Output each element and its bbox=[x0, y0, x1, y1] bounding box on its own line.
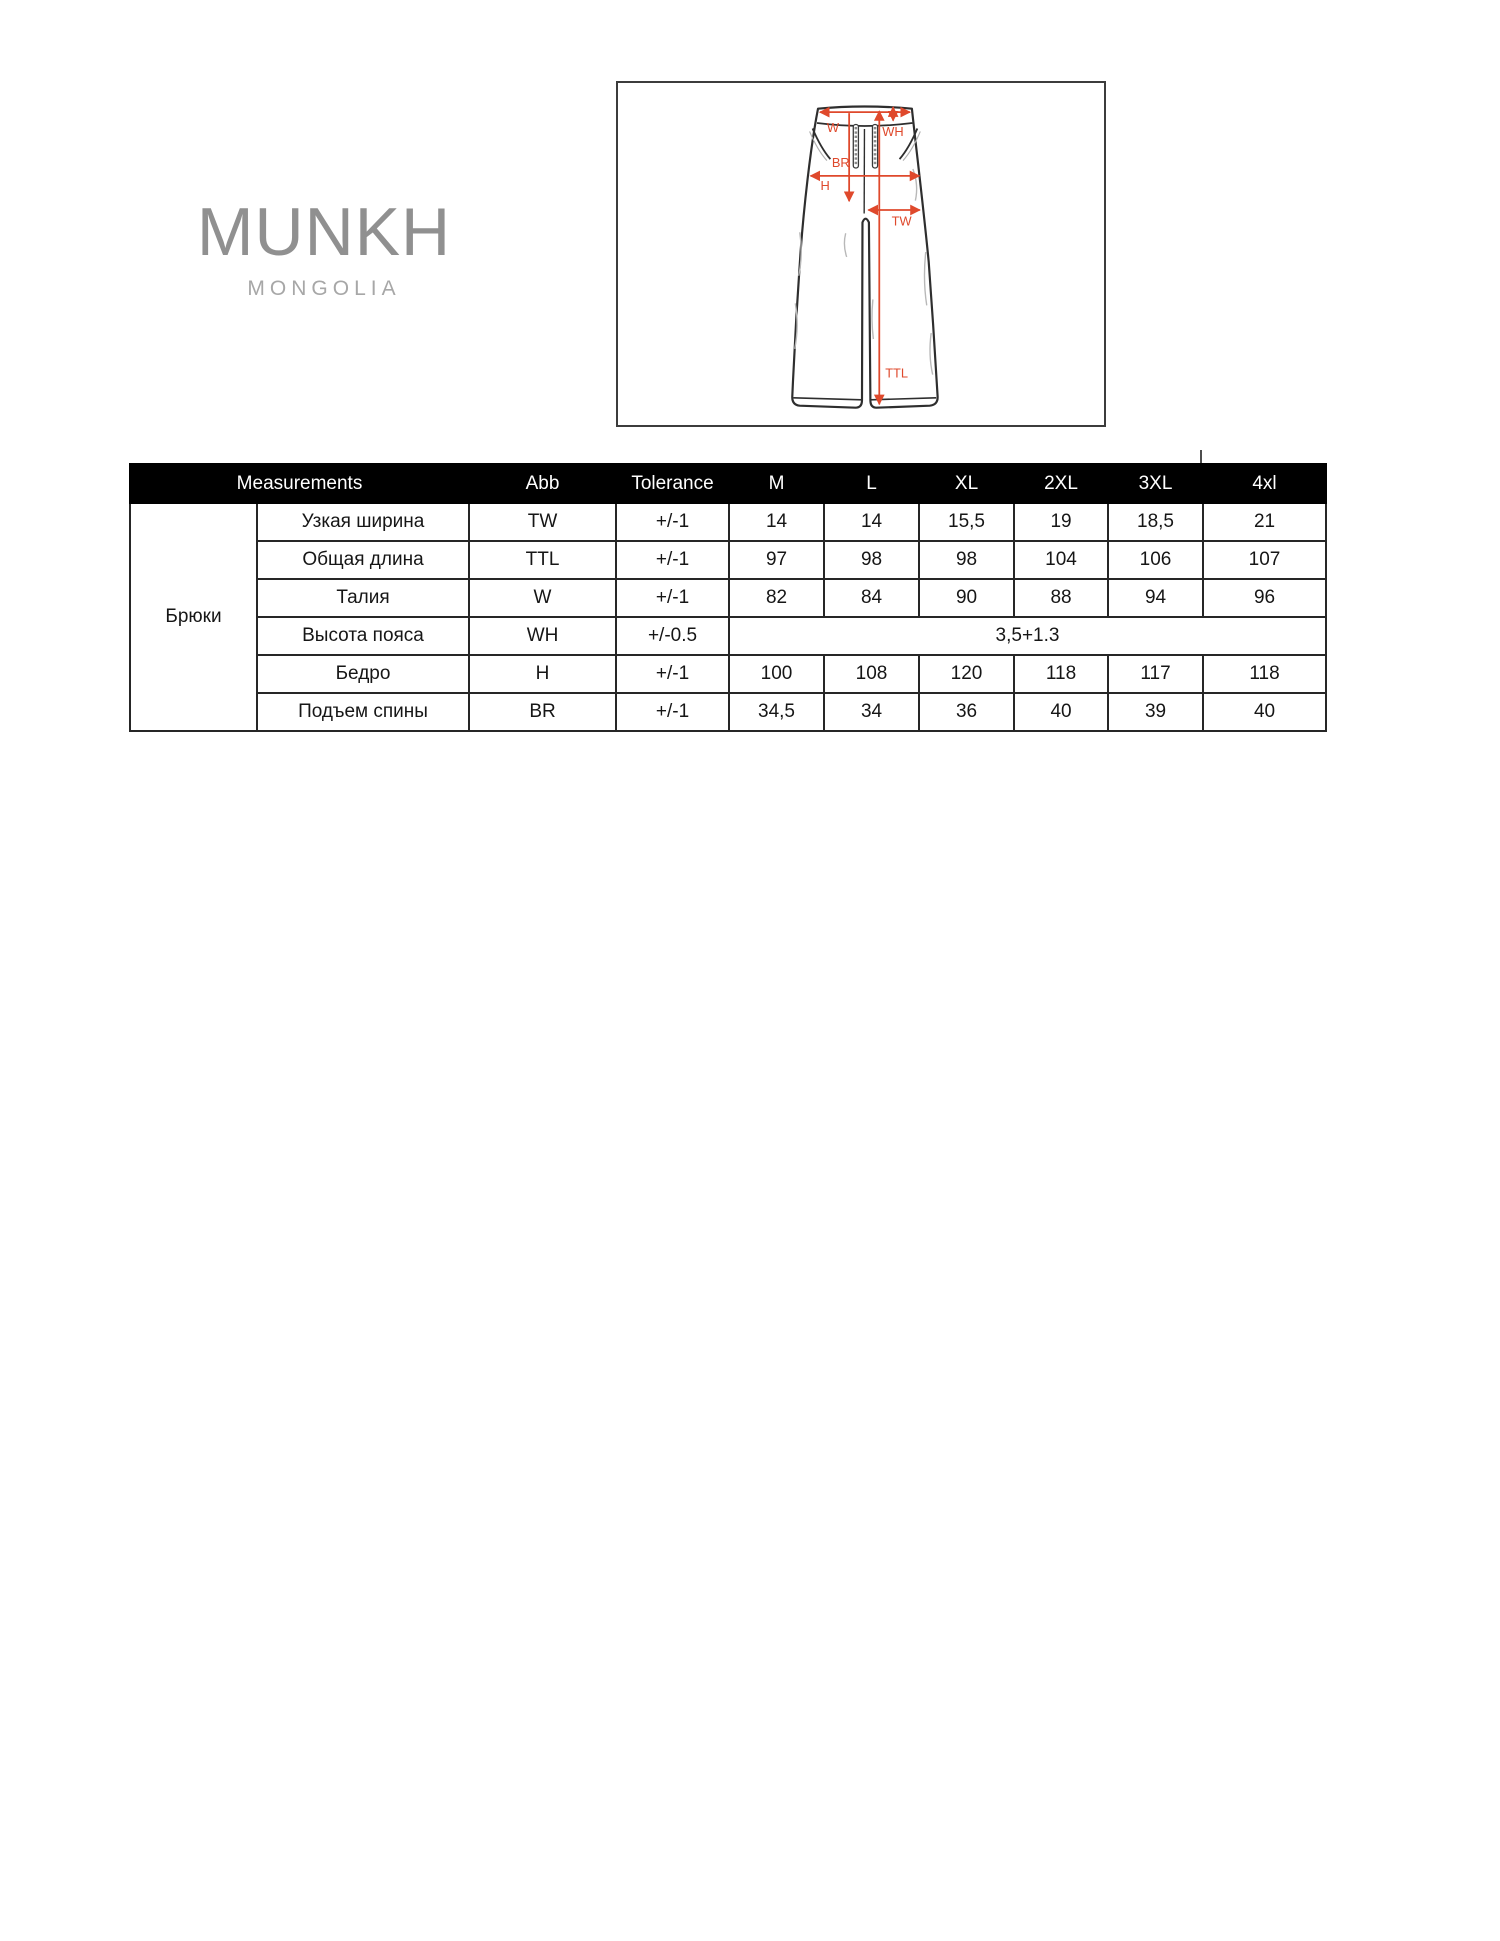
value-cell: 36 bbox=[919, 693, 1014, 731]
table-row bbox=[130, 655, 1326, 693]
pants-sketch-icon bbox=[792, 106, 937, 407]
value-cell: 100 bbox=[729, 655, 824, 693]
value-cell: 18,5 bbox=[1108, 503, 1203, 541]
measure-label: Бедро bbox=[257, 655, 469, 693]
tolerance-cell: +/-0.5 bbox=[616, 617, 729, 655]
value-cell: 106 bbox=[1108, 541, 1203, 579]
value-cell: 120 bbox=[919, 655, 1014, 693]
value-cell: 84 bbox=[824, 579, 919, 617]
abb-cell: BR bbox=[469, 693, 616, 731]
abb-cell: W bbox=[469, 579, 616, 617]
label-h: H bbox=[820, 178, 830, 194]
measure-label: Общая длина bbox=[257, 541, 469, 579]
gridline-tick bbox=[1200, 450, 1202, 463]
value-cell: 90 bbox=[919, 579, 1014, 617]
header-size-4xl: 4xl bbox=[1203, 464, 1326, 503]
group-label: Брюки bbox=[130, 503, 257, 731]
header-size-2xl: 2XL bbox=[1014, 464, 1108, 503]
value-cell: 14 bbox=[824, 503, 919, 541]
measure-label: Узкая ширина bbox=[257, 503, 469, 541]
value-cell: 107 bbox=[1203, 541, 1326, 579]
measurements-table-wrap bbox=[129, 463, 1327, 732]
value-cell: 15,5 bbox=[919, 503, 1014, 541]
abb-cell: TW bbox=[469, 503, 616, 541]
header-size-xl: XL bbox=[919, 464, 1014, 503]
value-cell: 96 bbox=[1203, 579, 1326, 617]
table-row bbox=[130, 503, 1326, 541]
tolerance-cell: +/-1 bbox=[616, 693, 729, 731]
label-wh: WH bbox=[882, 123, 904, 139]
pants-diagram-box bbox=[616, 81, 1106, 427]
table-row bbox=[130, 579, 1326, 617]
pants-diagram bbox=[618, 83, 1104, 425]
header-measurements: Measurements bbox=[130, 464, 469, 503]
table-row bbox=[130, 693, 1326, 731]
abb-cell: WH bbox=[469, 617, 616, 655]
value-cell: 34,5 bbox=[729, 693, 824, 731]
header-size-3xl: 3XL bbox=[1108, 464, 1203, 503]
value-cell: 14 bbox=[729, 503, 824, 541]
value-cell: 40 bbox=[1014, 693, 1108, 731]
value-cell: 104 bbox=[1014, 541, 1108, 579]
brand-logo bbox=[196, 194, 452, 300]
table-row bbox=[130, 541, 1326, 579]
table-header-row bbox=[130, 464, 1326, 503]
tolerance-cell: +/-1 bbox=[616, 503, 729, 541]
value-cell: 97 bbox=[729, 541, 824, 579]
brand-name: MUNKH bbox=[196, 194, 452, 270]
abb-cell: TTL bbox=[469, 541, 616, 579]
tolerance-cell: +/-1 bbox=[616, 579, 729, 617]
header-size-m: M bbox=[729, 464, 824, 503]
measurements-table bbox=[129, 463, 1327, 732]
abb-cell: H bbox=[469, 655, 616, 693]
tolerance-cell: +/-1 bbox=[616, 541, 729, 579]
label-ttl: TTL bbox=[885, 365, 909, 381]
measure-label: Высота пояса bbox=[257, 617, 469, 655]
value-cell: 98 bbox=[919, 541, 1014, 579]
table-row bbox=[130, 617, 1326, 655]
value-cell: 98 bbox=[824, 541, 919, 579]
value-cell: 118 bbox=[1014, 655, 1108, 693]
header-size-l: L bbox=[824, 464, 919, 503]
value-cell: 108 bbox=[824, 655, 919, 693]
label-br: BR bbox=[831, 155, 850, 171]
tolerance-cell: +/-1 bbox=[616, 655, 729, 693]
header-abb: Abb bbox=[469, 464, 616, 503]
brand-subtitle: MONGOLIA bbox=[247, 277, 401, 300]
merged-value-cell: 3,5+1.3 bbox=[729, 617, 1326, 655]
value-cell: 19 bbox=[1014, 503, 1108, 541]
value-cell: 39 bbox=[1108, 693, 1203, 731]
value-cell: 94 bbox=[1108, 579, 1203, 617]
measure-label: Подъем спины bbox=[257, 693, 469, 731]
value-cell: 117 bbox=[1108, 655, 1203, 693]
header-tolerance: Tolerance bbox=[616, 464, 729, 503]
measure-label: Талия bbox=[257, 579, 469, 617]
label-tw: TW bbox=[891, 213, 912, 229]
value-cell: 118 bbox=[1203, 655, 1326, 693]
value-cell: 21 bbox=[1203, 503, 1326, 541]
value-cell: 82 bbox=[729, 579, 824, 617]
value-cell: 34 bbox=[824, 693, 919, 731]
value-cell: 40 bbox=[1203, 693, 1326, 731]
label-w: W bbox=[826, 119, 840, 135]
value-cell: 88 bbox=[1014, 579, 1108, 617]
